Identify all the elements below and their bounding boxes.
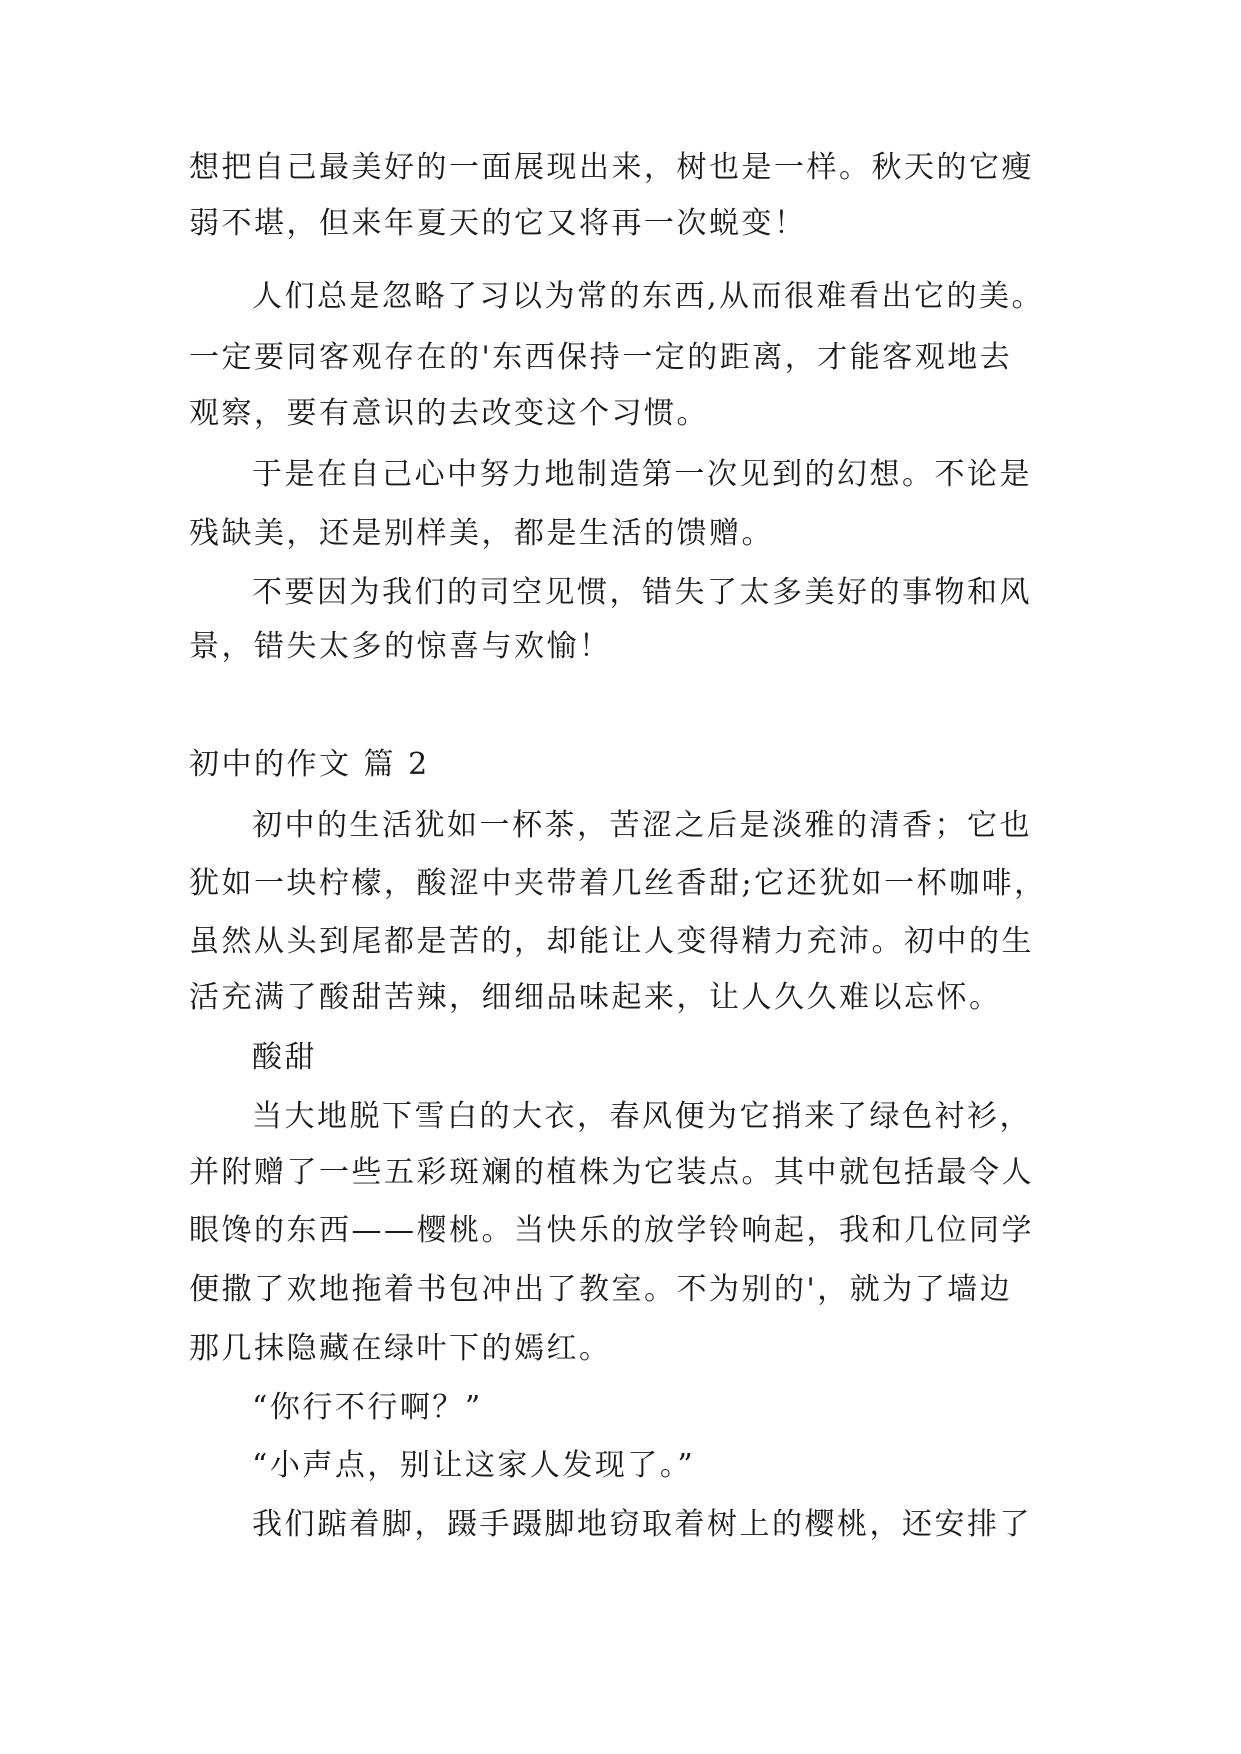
subheading: 酸甜: [252, 1040, 317, 1075]
paragraph-line: 弱不堪，但来年夏天的它又将再一次蜕变！: [189, 206, 807, 241]
paragraph-line: 一定要同客观存在的'东西保持一定的距离，才能客观地去: [189, 340, 1013, 375]
paragraph-line: 于是在自己心中努力地制造第一次见到的幻想。不论是: [252, 457, 1032, 492]
dialogue-line: “小声点，别让这家人发现了。”: [252, 1448, 696, 1483]
paragraph-line: 活充满了酸甜苦辣，细细品味起来，让人久久难以忘怀。: [189, 980, 1002, 1015]
paragraph-line: 不要因为我们的司空见惯，错失了太多美好的事物和风: [252, 575, 1032, 610]
paragraph-line: 想把自己最美好的一面展现出来，树也是一样。秋天的它瘦: [189, 150, 1034, 185]
dialogue-line: “你行不行啊？”: [252, 1390, 483, 1425]
paragraph-line: 那几抹隐藏在绿叶下的嫣红。: [189, 1331, 612, 1366]
paragraph-line: 观察，要有意识的去改变这个习惯。: [189, 396, 709, 431]
paragraph-line: 残缺美，还是别样美，都是生活的馈赠。: [189, 516, 774, 551]
paragraph-line: 景，错失太多的惊喜与欢愉！: [189, 629, 612, 664]
paragraph-line: 初中的生活犹如一杯茶，苦涩之后是淡雅的清香；它也: [252, 808, 1032, 843]
section-heading: 初中的作文 篇 2: [189, 747, 430, 782]
paragraph-line: 并附赠了一些五彩斑斓的植株为它装点。其中就包括最令人: [189, 1155, 1034, 1190]
paragraph-line: 犹如一块柠檬，酸涩中夹带着几丝香甜;它还犹如一杯咖啡，: [189, 866, 1047, 901]
paragraph-line: 当大地脱下雪白的大衣，春风便为它捎来了绿色衬衫，: [252, 1099, 1032, 1134]
paragraph-line: 眼馋的东西——樱桃。当快乐的放学铃响起，我和几位同学: [189, 1213, 1034, 1248]
paragraph-line: 便撒了欢地拖着书包冲出了教室。不为别的'，就为了墙边: [189, 1272, 1013, 1307]
paragraph-line: 我们踮着脚，蹑手蹑脚地窃取着树上的樱桃，还安排了: [252, 1507, 1032, 1542]
paragraph-line: 人们总是忽略了习以为常的东西,从而很难看出它的美。: [252, 279, 1045, 314]
paragraph-line: 虽然从头到尾都是苦的，却能让人变得精力充沛。初中的生: [189, 924, 1034, 959]
